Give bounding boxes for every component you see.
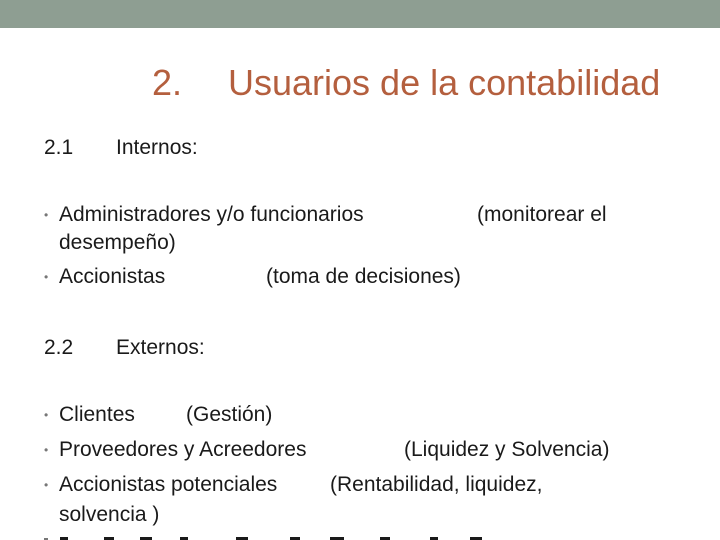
section-heading-external: Externos: bbox=[116, 336, 205, 359]
bullet-icon: • bbox=[44, 478, 49, 492]
slide-top-bar bbox=[0, 0, 720, 28]
external-item-label: Clientes bbox=[59, 403, 135, 426]
external-item-label: Proveedores y Acreedores bbox=[59, 438, 307, 461]
external-item-label: Accionistas potenciales bbox=[59, 473, 278, 496]
section-number-internal: 2.1 bbox=[44, 136, 74, 159]
internal-item-note: (monitorear el bbox=[477, 203, 607, 226]
external-item-note: (Gestión) bbox=[186, 403, 273, 426]
internal-item-note: (toma de decisiones) bbox=[266, 265, 461, 288]
slide-title: Usuarios de la contabilidad bbox=[228, 62, 661, 103]
section-number-external: 2.2 bbox=[44, 336, 74, 359]
internal-item-label: Administradores y/o funcionarios bbox=[59, 203, 364, 226]
cut-off-text-line bbox=[0, 528, 720, 540]
bullet-icon: • bbox=[44, 208, 49, 222]
external-item-note: (Liquidez y Solvencia) bbox=[404, 438, 610, 461]
external-item-note: (Rentabilidad, liquidez, bbox=[330, 473, 543, 496]
slide-title-number: 2. bbox=[152, 62, 183, 103]
section-heading-internal: Internos: bbox=[116, 136, 198, 159]
cut-off-text-fragments bbox=[0, 529, 720, 540]
bullet-icon: • bbox=[44, 270, 49, 284]
internal-item-label: Accionistas bbox=[59, 265, 166, 288]
bullet-icon: • bbox=[44, 408, 49, 422]
bullet-icon: • bbox=[44, 443, 49, 457]
internal-item-note-continuation: desempeño) bbox=[59, 231, 176, 254]
external-item-note-continuation: solvencia ) bbox=[59, 503, 160, 526]
